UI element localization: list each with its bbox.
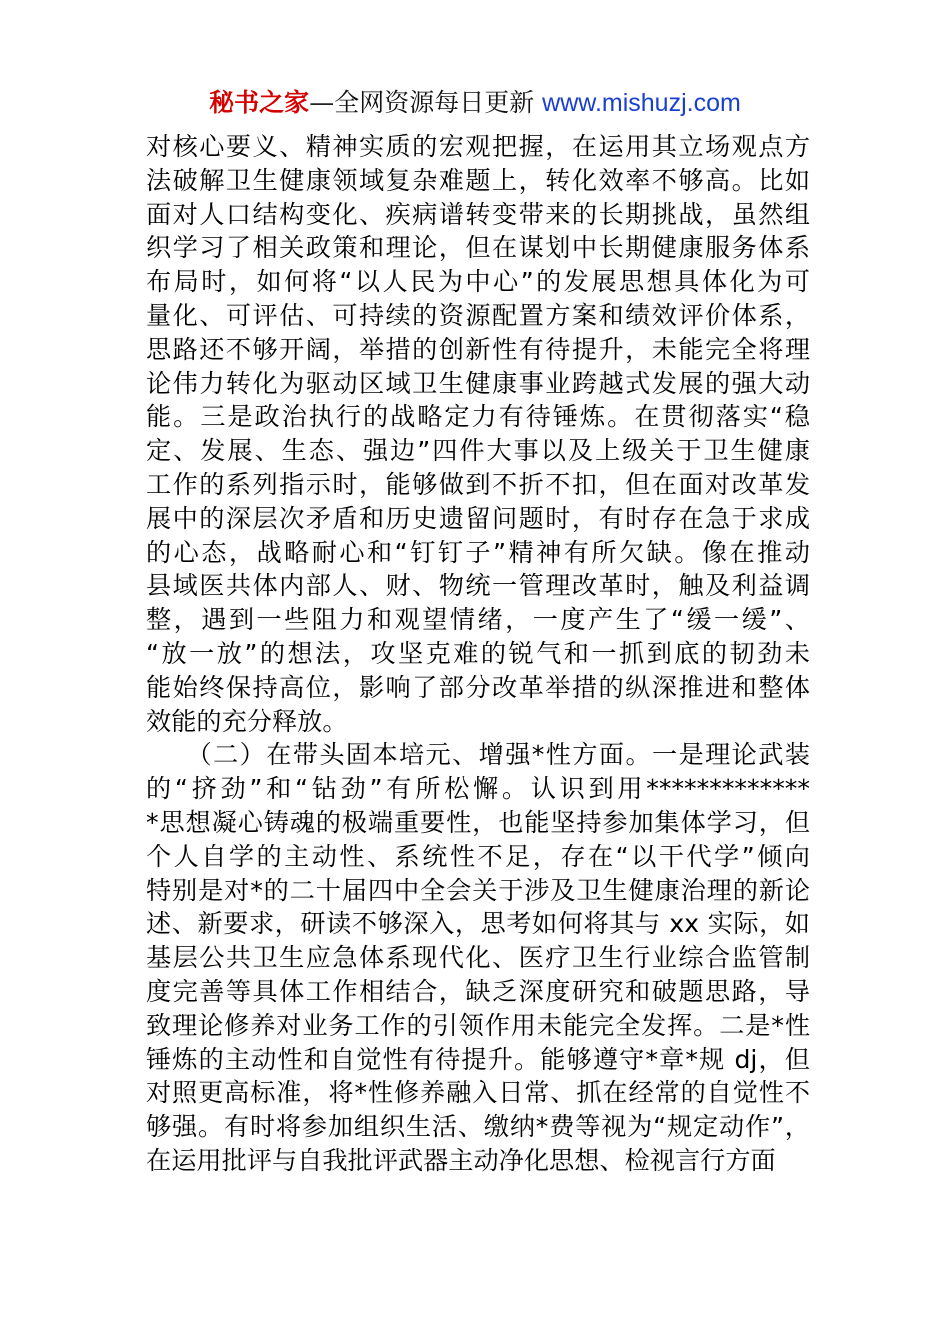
paragraph-line: 面对人口结构变化、疾病谱转变带来的长期挑战，虽然组: [146, 199, 810, 229]
paragraph-line: （二）在带头固本培元、增强*性方面。一是理论武装: [146, 740, 810, 770]
header-slogan: 全网资源每日更新: [334, 88, 535, 117]
paragraph-line: 效能的充分释放。: [146, 706, 348, 736]
paragraph-line: 的“挤劲”和“钻劲”有所松懈。认识到用*************: [146, 774, 810, 804]
site-brand: 秘书之家: [209, 88, 310, 117]
paragraph-line: 论伟力转化为驱动区域卫生健康事业跨越式发展的强大动: [146, 368, 810, 398]
paragraph-line: 够强。有时将参加组织生活、缴纳*费等视为“规定动作”，: [146, 1112, 810, 1142]
paragraph-line: 在运用批评与自我批评武器主动净化思想、检视言行方面: [146, 1145, 776, 1175]
header-separator: —: [309, 88, 335, 117]
paragraph-line: 能。三是政治执行的战略定力有待锤炼。在贯彻落实“稳: [146, 402, 810, 432]
paragraph-line: 整，遇到一些阻力和观望情绪，一度产生了“缓一缓”、: [146, 605, 810, 635]
paragraph-line: 个人自学的主动性、系统性不足，存在“以干代学”倾向: [146, 841, 810, 871]
paragraph-line: 思路还不够开阔，举措的创新性有待提升，未能完全将理: [146, 334, 810, 364]
paragraph-line: 县域医共体内部人、财、物统一管理改革时，触及利益调: [146, 571, 810, 601]
paragraph-line: 述、新要求，研读不够深入，思考如何将其与 xx 实际，如: [146, 909, 810, 939]
paragraph-line: 度完善等具体工作相结合，缺乏深度研究和破题思路，导: [146, 976, 810, 1006]
paragraph-line: 能始终保持高位，影响了部分改革举措的纵深推进和整体: [146, 672, 810, 702]
paragraph-line: 定、发展、生态、强边”四件大事以及上级关于卫生健康: [146, 436, 810, 466]
page-header: [0, 86, 950, 120]
paragraph-line: 织学习了相关政策和理论，但在谋划中长期健康服务体系: [146, 233, 810, 263]
paragraph-line: 对核心要义、精神实质的宏观把握，在运用其立场观点方: [146, 132, 810, 161]
site-url-link[interactable]: www.mishuzj.com: [542, 89, 741, 117]
paragraph-line: 法破解卫生健康领域复杂难题上，转化效率不够高。比如: [146, 165, 810, 195]
paragraph-line: 量化、可评估、可持续的资源配置方案和绩效评价体系，: [146, 300, 810, 330]
paragraph-line: 展中的深层次矛盾和历史遗留问题时，有时存在急于求成: [146, 503, 810, 533]
paragraph-line: 工作的系列指示时，能够做到不折不扣，但在面对改革发: [146, 469, 810, 499]
paragraph-line: “放一放”的想法，攻坚克难的锐气和一抓到底的韧劲未: [146, 638, 810, 668]
paragraph-line: 的心态，战略耐心和“钉钉子”精神有所欠缺。像在推动: [146, 537, 810, 567]
paragraph-line: 基层公共卫生应急体系现代化、医疗卫生行业综合监管制: [146, 943, 810, 973]
paragraph-line: 锤炼的主动性和自觉性有待提升。能够遵守*章*规 dj，但: [146, 1044, 810, 1074]
document-body: [146, 130, 810, 1178]
paragraph-line: 布局时，如何将“以人民为中心”的发展思想具体化为可: [146, 267, 810, 297]
paragraph-line: 对照更高标准，将*性修养融入日常、抓在经常的自觉性不: [146, 1078, 810, 1108]
paragraph-line: *思想凝心铸魂的极端重要性，也能坚持参加集体学习，但: [146, 807, 810, 837]
paragraph-line: 致理论修养对业务工作的引领作用未能完全发挥。二是*性: [146, 1010, 810, 1040]
paragraph-line: 特别是对*的二十届四中全会关于涉及卫生健康治理的新论: [146, 875, 810, 905]
